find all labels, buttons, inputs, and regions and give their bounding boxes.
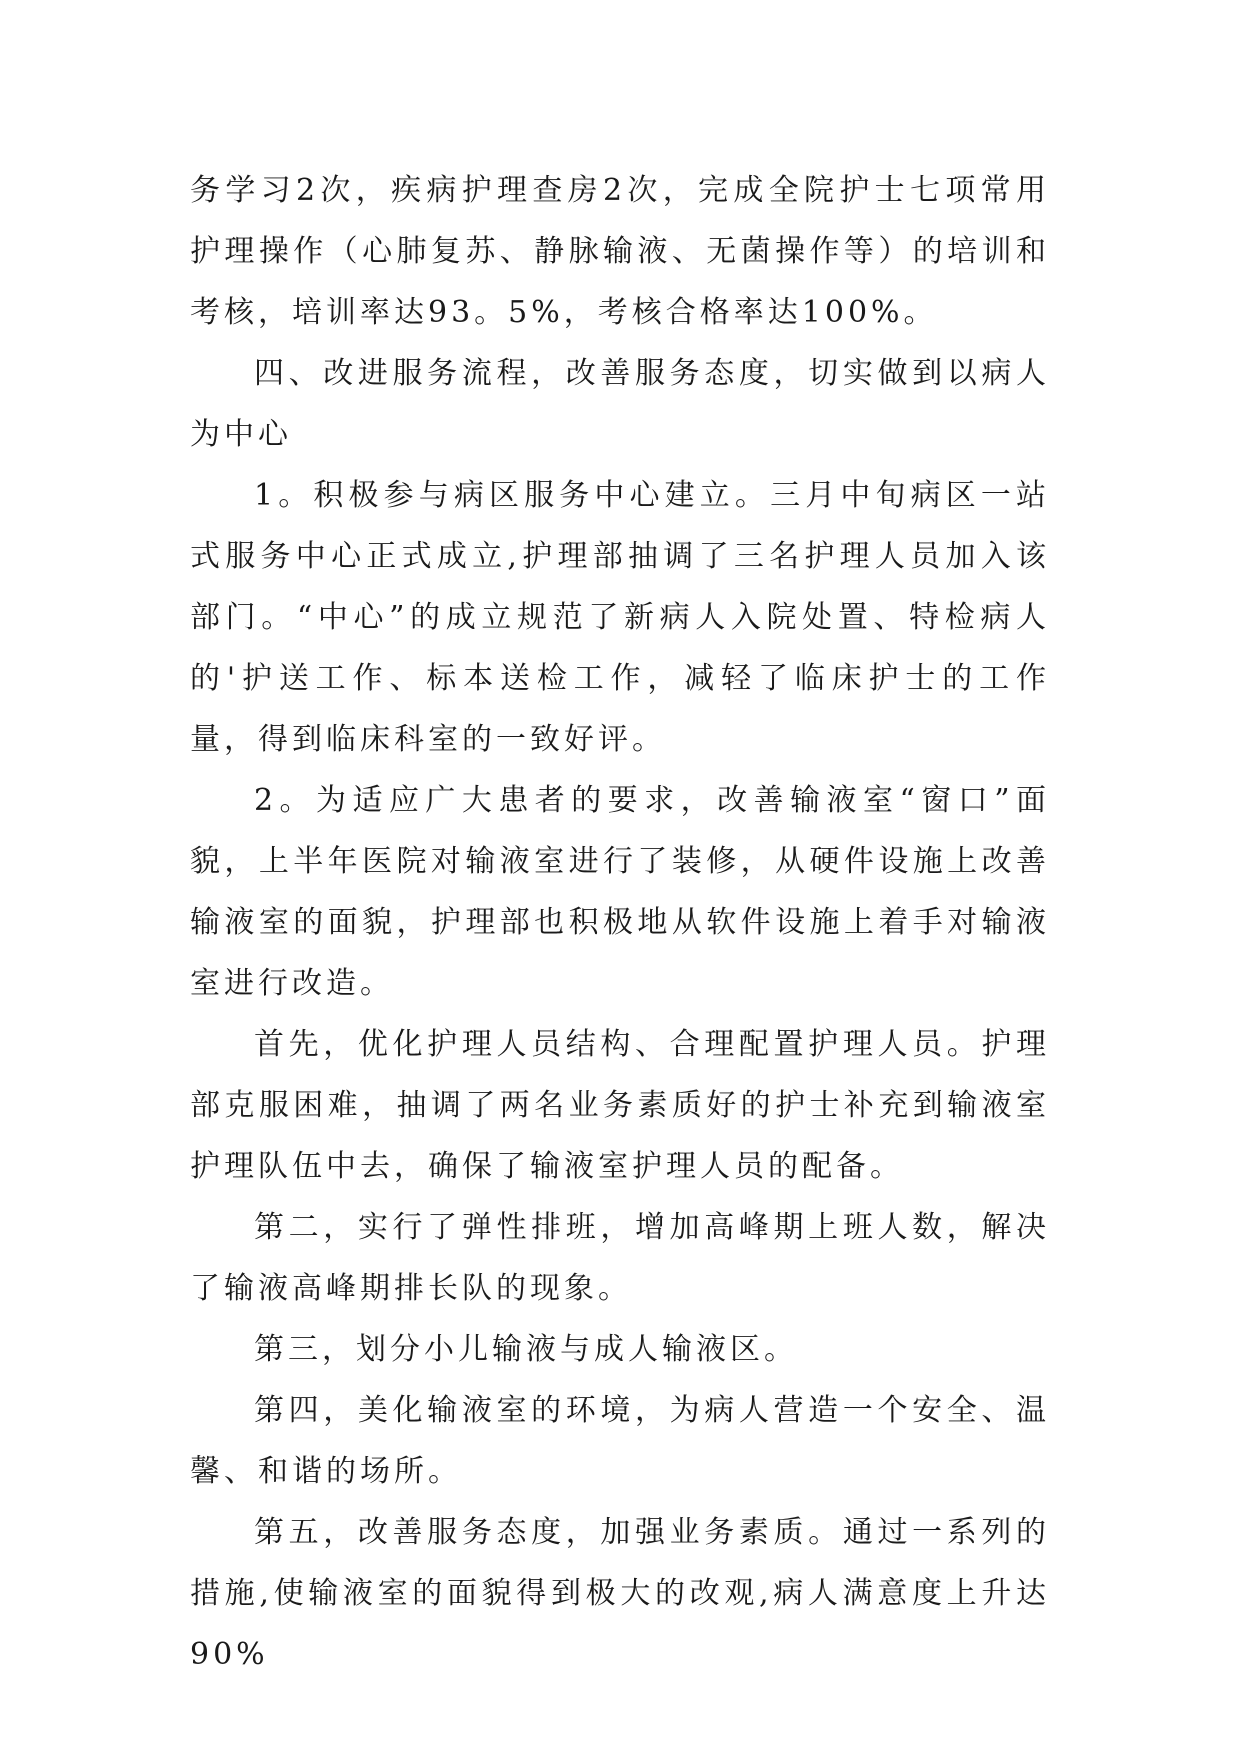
paragraph-fifth-measure: 第五，改善服务态度，加强业务素质。通过一系列的措施,使输液室的面貌得到极大的改观,病人满意度上升达90% bbox=[190, 1515, 1050, 1672]
section-heading-service-process: 四、改进服务流程，改善服务态度，切实做到以病人为中心 bbox=[190, 356, 1050, 452]
paragraph-second-measure: 第二，实行了弹性排班，增加高峰期上班人数，解决了输液高峰期排长队的现象。 bbox=[190, 1210, 1050, 1306]
paragraph-infusion-room: 2。为适应广大患者的要求，改善输液室“窗口”面貌，上半年医院对输液室进行了装修，从硬件设施上改善输液室的面貌，护理部也积极地从软件设施上着手对输液室进行改造。 bbox=[190, 783, 1050, 1001]
paragraph-training-summary: 务学习2次，疾病护理查房2次，完成全院护士七项常用护理操作（心肺复苏、静脉输液、无菌操作等）的培训和考核，培训率达93。5%，考核合格率达100%。 bbox=[190, 173, 1050, 330]
paragraph-service-center: 1。积极参与病区服务中心建立。三月中旬病区一站式服务中心正式成立,护理部抽调了三名护理人员加入该部门。“中心”的成立规范了新病人入院处置、特检病人的'护送工作、标本送检工作，减轻了临床护士的工作量，得到临床科室的一致好评。 bbox=[190, 478, 1050, 757]
paragraph-fourth-measure: 第四，美化输液室的环境，为病人营造一个安全、温馨、和谐的场所。 bbox=[190, 1393, 1050, 1489]
document-body bbox=[190, 160, 1050, 1685]
paragraph-third-measure: 第三，划分小儿输液与成人输液区。 bbox=[254, 1332, 798, 1367]
paragraph-first-measure: 首先，优化护理人员结构、合理配置护理人员。护理部克服困难，抽调了两名业务素质好的护士补充到输液室护理队伍中去，确保了输液室护理人员的配备。 bbox=[190, 1027, 1050, 1184]
